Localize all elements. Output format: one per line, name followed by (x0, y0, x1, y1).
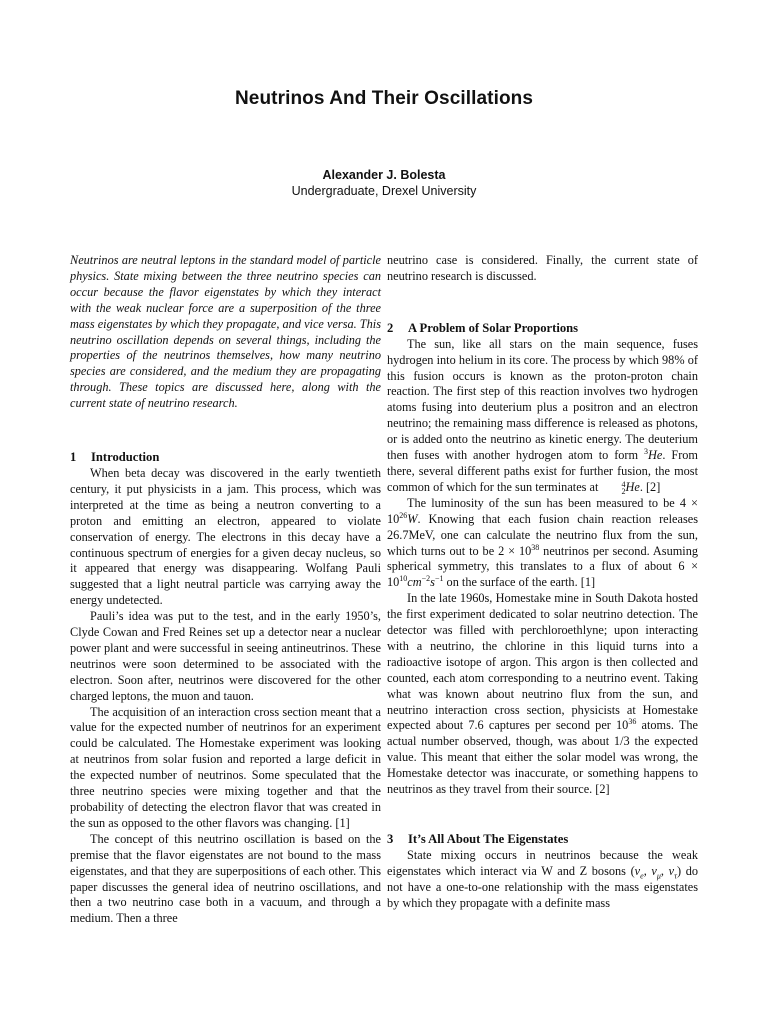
section-title: A Problem of Solar Proportions (408, 320, 579, 335)
paragraph: In the late 1960s, Homestake mine in South Dakota hosted the first experiment dedicated to solar neutrino detection. The detector was filled with perchloroethlyne; upon interacting with a neutrino, the chlorine in this liquid turns into a radioactive isotope of argon. This argon is then collected and counted, each atom corresponding to a neutrino event. Taking what was known about neutrino flux from the sun, and neutrino interaction cross section, physicists at Homestake expected about 7.6 captures per second per $10^{36}$ atoms. The actual number observed, though, was about 1/3 the expected value. This meant that either the solar model was wrong, the Homestake detector was inaccurate, or something happens to neutrinos as they travel from their source. [2] (387, 591, 698, 797)
paragraph: Pauli’s idea was put to the test, and in the early 1950’s, Clyde Cowan and Fred Reines set up a detector near a nuclear power plant and were successful in seeing antineutrinos. These neutrinos were soon determined to be associated with the electron. Soon after, neutrinos were discovered for the other charged leptons, the muon and tauon. (70, 609, 381, 703)
author-affiliation: Undergraduate, Drexel University (291, 184, 477, 198)
paragraph: The concept of this neutrino oscillation is based on the premise that the flavor eigenstates are not bound to the mass eigenstates, and that they are superpositions of each other. This paper discusses the general idea of neutrino oscillations, and then a two neutrino case both in a vacuum, and through a medium. Then a three (70, 831, 381, 926)
section-title: Introduction (91, 450, 160, 465)
author-name: Alexander J. Bolesta (322, 168, 446, 182)
paragraph: The luminosity of the sun has been measured to be $4 \times 10^{26}W$. Knowing that each fusion chain reaction releases 26.7MeV, one can calculate the neutrino flux from the sun, which turns out to be $2 \times 10^{38}$ neutrinos per second. Asuming spherical symmetry, this translates to a flux of about $6 \times 10^{10}cm^{-2}s^{-1}$ on the surface of the earth. [1] (387, 495, 698, 590)
section-heading-solar (387, 321, 698, 337)
paragraph: State mixing occurs in neutrinos because the weak eigenstates which interact via W and Z bosons ($\nu_e$, $\nu_\mu$, $\nu_\tau$) do not have a one-to-one relationship with the mass eigenstates by which they propagate with a definite mass (387, 847, 698, 910)
section-title: It’s All About The Eigenstates (408, 832, 569, 846)
section-number: 1 (70, 450, 77, 465)
right-column (387, 253, 698, 912)
section-heading-eigenstates (387, 832, 698, 848)
paragraph: When beta decay was discovered in the early twentieth century, it put physicists in a jam. This process, which was interpreted at the time as being a neutron converting to a proton and emitting an electron, appeared to violate conservation of energy. The electrons in this decay have a continuous spectrum of energies for a given decay nucleus, so it appeared that energy was disappearing. Wolfang Pauli suggested that a light neutral particle was carrying away the energy undetected. (70, 465, 381, 608)
section-heading-introduction (70, 450, 381, 466)
paragraph: The sun, like all stars on the main sequence, fuses hydrogen into helium in its core. The process by which 98% of this fusion occurs is known as the proton-proton chain reaction. The first step of this reaction involves two hydrogen atoms fusing into deuterium plus a positron and an electron neutrino; the remaining mass difference is released as photons, or is added onto the neutrino as kinetic energy. The deuterium then fuses with another hydrogen atom to form $^3$He. From there, several different paths exist for further fusion, the most common of which for the sun terminates at 4 2 He. [2] (387, 336, 698, 497)
section-number: 2 (387, 320, 394, 335)
abstract: Neutrinos are neutral leptons in the standard model of particle physics. State mixing between the three neutrino species can occur because the flavor eigenstates by which they interact with the weak nuclear force are a superposition of the three mass eigenstates by which they propagate, and vice versa. This neutrino oscillation depends on several things, including the properties of the neutrinos themselves, how many neutrino species are considered, and the medium they are propagating through. These topics are discussed here, along with the current state of neutrino research. (70, 253, 381, 411)
left-column (70, 253, 381, 927)
paragraph-continuation: neutrino case is considered. Finally, the current state of neutrino research is discussed. (387, 253, 698, 283)
paragraph: The acquisition of an interaction cross section meant that a value for the expected number of neutrinos for an experiment could be calculated. The Homestake experiment was looking at neutrinos from solar fusion and reported a large deficit in the expected number of neutrinos. Some speculated that the three neutrino species were mixing together and that the probability of detecting the electron flavor that was created in the sun as opposed to the other flavors was changing. [1] (70, 704, 381, 830)
paper-title: Neutrinos And Their Oscillations (234, 88, 534, 109)
section-number: 3 (387, 832, 394, 846)
